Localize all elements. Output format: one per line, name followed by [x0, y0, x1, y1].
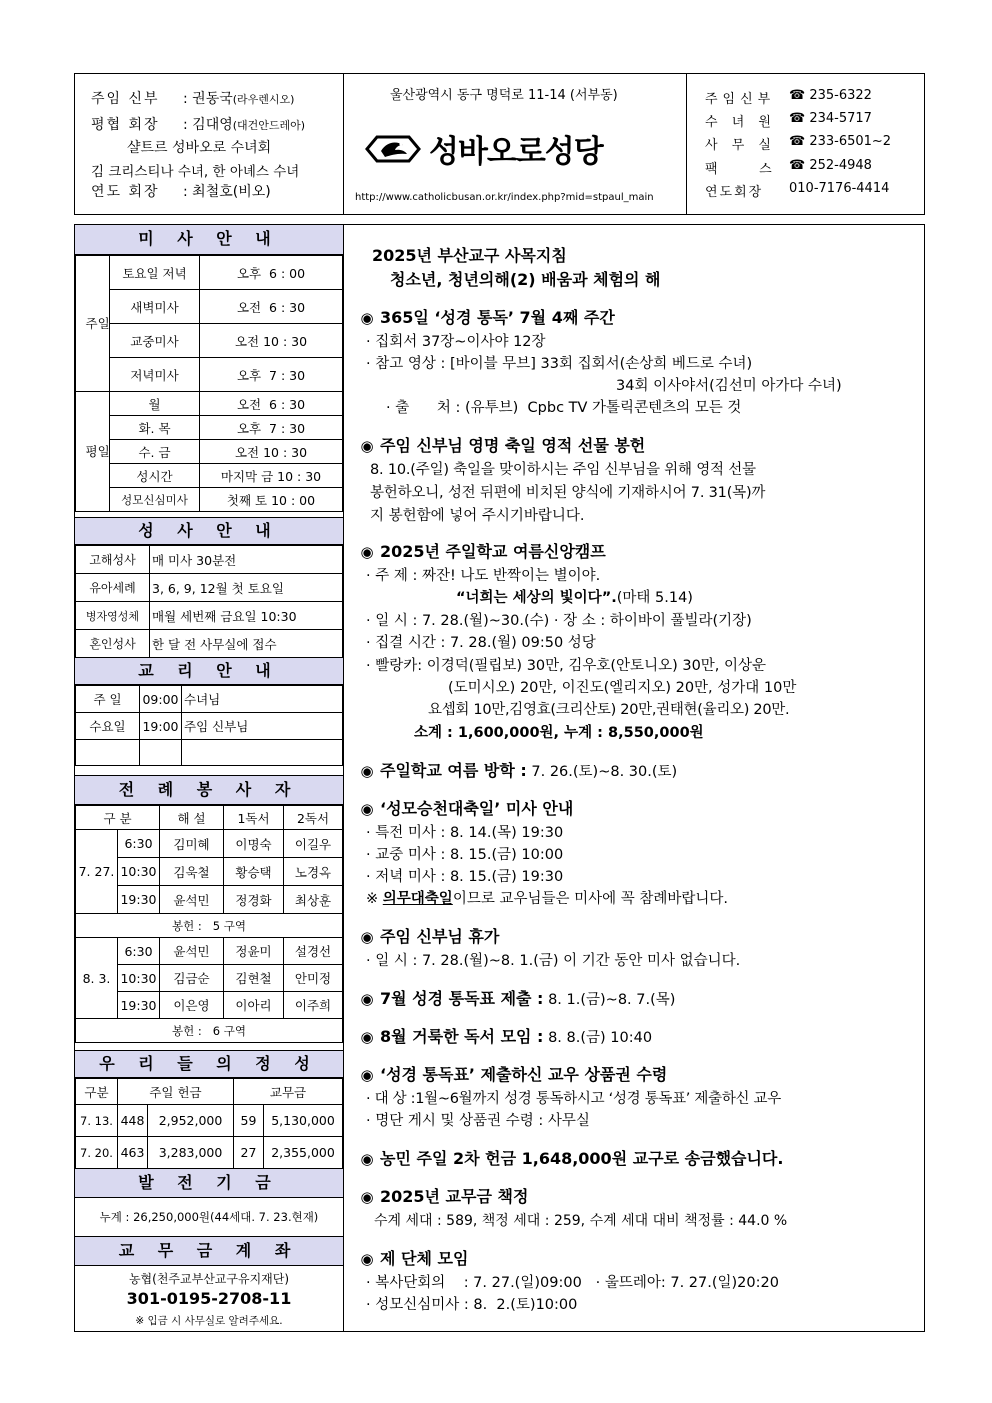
sidebar	[74, 224, 344, 1332]
liturgy-head: 해 설	[160, 806, 224, 830]
header-contacts-panel	[686, 73, 925, 215]
summer-camp-total: 소계 : 1,600,000원, 누계 : 8,550,000원	[414, 725, 704, 741]
assumption-main-mass: · 교중 미사 : 8. 15.(금) 10:00	[366, 847, 564, 863]
reader-2: 이길우	[284, 830, 343, 858]
feast-gift-text-2: 봉헌하오니, 성전 뒤편에 비치된 양식에 기재하시어 7. 31(목)까	[370, 485, 766, 501]
liturgy-time: 10:30	[118, 965, 160, 992]
funeral-president-line: 연도 회장 : 최철호(비오)	[91, 184, 271, 200]
dues-count: 27	[234, 1137, 264, 1169]
offering-head: 구분	[76, 1079, 118, 1105]
group-meetings-line-2: · 성모신심미사 : 8. 2.(토)10:00	[366, 1297, 578, 1313]
reader-2: 최상훈	[284, 886, 343, 914]
assumption-evening-mass: · 저녁 미사 : 8. 15.(금) 19:30	[366, 869, 564, 885]
liturgy-time: 6:30	[118, 830, 160, 858]
header-left-panel	[74, 73, 344, 215]
sacrament-table	[75, 545, 343, 658]
offering-title: 우 리 들 의 정 성	[75, 1050, 343, 1078]
church-url[interactable]: http://www.catholicbusan.or.kr/index.php?mid=stpaul_main	[355, 192, 654, 203]
mass-name: 저녁미사	[110, 358, 200, 392]
group-meetings-line-1: · 복사단회의 : 7. 27.(일)09:00 · 울뜨레아: 7. 27.(일)20:20	[366, 1275, 779, 1291]
liturgy-head: 2독서	[284, 806, 343, 830]
doctrine-info-title: 교 리 안 내	[75, 657, 343, 685]
mass-time: 오전 10 : 30	[200, 440, 343, 464]
sisters-names-line: 김 크리스티나 수녀, 한 아녜스 수녀	[91, 164, 300, 180]
summer-camp-donors-1: · 빨랑카: 이경덕(필립보) 30만, 김우호(안토니오) 30만, 이상운	[366, 658, 767, 674]
commentator: 김미혜	[160, 830, 224, 858]
reader-1: 정윤미	[224, 938, 284, 965]
mass-time: 오후 7 : 30	[200, 358, 343, 392]
group-meetings-heading: ◉ 제 단체 모임	[360, 1249, 469, 1268]
council-president-line: 평협 회장 : 김대영(대건안드레아)	[91, 117, 306, 133]
dove-logo-icon	[363, 131, 423, 167]
commentator: 윤석민	[160, 938, 224, 965]
mass-name: 교중미사	[110, 324, 200, 358]
summer-camp-theme: · 주 제 : 짜잔! 나도 반짝이는 별이야.	[366, 568, 601, 584]
doctrine-day: 주 일	[76, 686, 140, 713]
doctrine-time: 09:00	[140, 686, 182, 713]
summer-break-line: ◉ 주일학교 여름 방학 : 7. 26.(토)~8. 30.(토)	[360, 761, 678, 780]
reader-2: 설경선	[284, 938, 343, 965]
announcements-panel	[343, 224, 925, 1332]
liturgy-head: 1독서	[224, 806, 284, 830]
dues-amount: 2,355,000	[264, 1137, 343, 1169]
commentator: 이은영	[160, 992, 224, 1019]
sacrament-detail: 한 달 전 사무실에 접수	[150, 630, 343, 658]
assumption-obligation-note: ※ 의무대축일이므로 교우님들은 미사에 꼭 참례바랍니다.	[366, 891, 728, 907]
offering-head: 교무금	[234, 1079, 343, 1105]
reader-1: 김현철	[224, 965, 284, 992]
dues-count: 59	[234, 1105, 264, 1137]
offering-date: 7. 13.	[76, 1105, 118, 1137]
sunday-count: 448	[118, 1105, 148, 1137]
liturgy-time: 10:30	[118, 858, 160, 886]
feast-gift-text-1: 8. 10.(주일) 축일을 맞이하시는 주임 신부님을 위해 영적 선물	[370, 462, 756, 478]
feast-gift-heading: ◉ 주임 신부님 영명 축일 영적 선물 봉헌	[360, 436, 646, 455]
dues-assessment-heading: ◉ 2025년 교무금 책정	[360, 1187, 529, 1206]
gift-voucher-pickup: · 명단 게시 및 상품권 수령 : 사무실	[366, 1113, 590, 1129]
pastor-vacation-dates: · 일 시 : 7. 28.(월)~8. 1.(금) 이 기간 동안 미사 없습니다.	[366, 953, 741, 969]
liturgy-time: 6:30	[118, 938, 160, 965]
liturgy-date: 8. 3.	[76, 938, 118, 1019]
weekday-label: 평일	[76, 392, 110, 512]
pastoral-guideline-subtitle: 청소년, 청년의해(2) 배움과 체험의 해	[390, 270, 661, 289]
mass-time: 오전 10 : 30	[200, 324, 343, 358]
reader-2: 이주희	[284, 992, 343, 1019]
liturgy-servers-table	[75, 805, 343, 1043]
commentator: 김욱철	[160, 858, 224, 886]
bible-reading-source: · 출 처 : (유투브) Cpbc TV 가톨릭콘텐츠의 모든 것	[386, 400, 742, 416]
pastor-line: 주임 신부 : 권동국(라우렌시오)	[91, 91, 295, 107]
sunday-label: 주일	[76, 256, 110, 392]
church-address: 울산광역시 동구 명덕로 11-14 (서부동)	[390, 88, 618, 103]
account-bank: 농협(천주교부산교구유지재단)	[128, 1272, 290, 1286]
reading-form-submit-line: ◉ 7월 성경 통독표 제출 : 8. 1.(금)~8. 7.(목)	[360, 989, 676, 1008]
bible-reading-heading: ◉ 365일 ‘성경 통독’ 7월 4째 주간	[360, 308, 615, 327]
commentator: 김금순	[160, 965, 224, 992]
mass-time: 첫째 토 10 : 00	[200, 488, 343, 512]
liturgy-time: 19:30	[118, 886, 160, 914]
sisters-order-line: 샬트르 성바오로 수녀회	[127, 140, 272, 156]
doctrine-empty	[140, 740, 182, 766]
sacrament-detail: 매 미사 30분전	[150, 546, 343, 574]
sacrament-info-title: 성 사 안 내	[75, 517, 343, 545]
bible-reading-video: · 참고 영상 : [바이블 무브] 33회 집회서(손상희 베드로 수녀)	[366, 356, 753, 372]
reader-2: 노경옥	[284, 858, 343, 886]
gift-voucher-heading: ◉ ‘성경 통독표’ 제출하신 교우 상품권 수령	[360, 1065, 668, 1084]
liturgy-head: 구 분	[76, 806, 160, 830]
mass-time: 마지막 금 10 : 30	[200, 464, 343, 488]
church-name: 성바오로성당	[429, 134, 603, 170]
summer-camp-date-place: · 일 시 : 7. 28.(월)~30.(수) · 장 소 : 하이바이 풀빌라(기장)	[366, 613, 752, 629]
pastor-vacation-heading: ◉ 주임 신부님 휴가	[360, 927, 500, 946]
lectio-meeting-line: ◉ 8월 거룩한 독서 모임 : 8. 8.(금) 10:40	[360, 1027, 653, 1046]
doctrine-table	[75, 685, 343, 766]
reader-1: 이명숙	[224, 830, 284, 858]
account-note: ※ 입금 시 사무실로 알려주세요.	[135, 1315, 283, 1327]
reader-1: 정경화	[224, 886, 284, 914]
summer-camp-verse: “너희는 세상의 빛이다”.(마태 5.14)	[456, 590, 693, 606]
header-center-panel	[343, 73, 687, 215]
farmers-collection-line: ◉ 농민 주일 2차 헌금 1,648,000원 교구로 송금했습니다.	[360, 1149, 784, 1168]
sacrament-name: 병자영성체	[76, 602, 150, 630]
assumption-vigil-mass: · 특전 미사 : 8. 14.(목) 19:30	[366, 825, 564, 841]
liturgy-servers-title: 전 례 봉 사 자	[75, 775, 343, 805]
sacrament-name: 유아세례	[76, 574, 150, 602]
mass-name: 월	[110, 392, 200, 416]
mass-time: 오전 6 : 30	[200, 290, 343, 324]
gift-voucher-target: · 대 상 :1월~6월까지 성경 통독하시고 ‘성경 통독표’ 제출하신 교우	[366, 1091, 781, 1107]
liturgy-date: 7. 27.	[76, 830, 118, 914]
summer-camp-donors-3: 요셉회 10만,김영효(크리산토) 20만,권태현(율리오) 20만.	[428, 702, 790, 718]
offering-table	[75, 1078, 343, 1169]
assumption-mass-heading: ◉ ‘성모승천대축일’ 미사 안내	[360, 799, 574, 818]
commentator: 윤석민	[160, 886, 224, 914]
bible-reading-range: · 집회서 37장~이사야 12장	[366, 334, 546, 350]
doctrine-empty	[76, 740, 140, 766]
sacrament-name: 고해성사	[76, 546, 150, 574]
feast-gift-text-3: 지 봉헌함에 넣어 주시기바랍니다.	[370, 508, 585, 524]
offering-district: 봉헌 : 6 구역	[76, 1019, 343, 1043]
mass-time: 오후 6 : 00	[200, 256, 343, 290]
reader-1: 이아리	[224, 992, 284, 1019]
mass-info-title: 미 사 안 내	[75, 225, 343, 255]
mass-name: 성시간	[110, 464, 200, 488]
mass-name: 수. 금	[110, 440, 200, 464]
doctrine-empty	[182, 740, 343, 766]
mass-schedule-table	[75, 255, 343, 512]
mass-time: 오전 6 : 30	[200, 392, 343, 416]
sunday-amount: 2,952,000	[148, 1105, 234, 1137]
pastoral-guideline-title: 2025년 부산교구 사목지침	[372, 246, 567, 265]
dues-account-title: 교 무 금 계 좌	[75, 1236, 343, 1266]
offering-head: 주일 헌금	[118, 1079, 234, 1105]
sacrament-name: 혼인성사	[76, 630, 150, 658]
reader-2: 안미정	[284, 965, 343, 992]
contact-office: 사 무 실 ☎ 233-6501~2	[705, 134, 892, 153]
contact-pastor: 주임신부 ☎ 235-6322	[705, 88, 872, 107]
sacrament-detail: 3, 6, 9, 12월 첫 토요일	[150, 574, 343, 602]
bible-reading-video-2: 34회 이사야서(김선미 아가다 수녀)	[616, 378, 842, 394]
church-logo	[363, 126, 603, 171]
mass-name: 화. 목	[110, 416, 200, 440]
doctrine-time: 19:00	[140, 713, 182, 740]
dues-amount: 5,130,000	[264, 1105, 343, 1137]
mass-name: 토요일 저녁	[110, 256, 200, 290]
sacrament-detail: 매월 세번째 금요일 10:30	[150, 602, 343, 630]
offering-district: 봉헌 : 5 구역	[76, 914, 343, 938]
doctrine-teacher: 수녀님	[182, 686, 343, 713]
doctrine-teacher: 주임 신부님	[182, 713, 343, 740]
contact-convent: 수 녀 원 ☎ 234-5717	[705, 111, 872, 130]
mass-name: 성모신심미사	[110, 488, 200, 512]
development-fund-title: 발 전 기 금	[75, 1168, 343, 1198]
summer-camp-heading: ◉ 2025년 주일학교 여름신앙캠프	[360, 542, 606, 561]
development-fund-total: 누계 : 26,250,000원(44세대. 7. 23.현재)	[99, 1210, 319, 1224]
liturgy-time: 19:30	[118, 992, 160, 1019]
doctrine-day: 수요일	[76, 713, 140, 740]
contact-funeral: 연도회장 010-7176-4414	[705, 181, 890, 200]
offering-date: 7. 20.	[76, 1137, 118, 1169]
sunday-count: 463	[118, 1137, 148, 1169]
summer-camp-gathering: · 집결 시간 : 7. 28.(월) 09:50 성당	[366, 635, 596, 651]
dues-assessment-stats: 수계 세대 : 589, 책정 세대 : 259, 수계 세대 대비 책정률 : 44.0 %	[374, 1213, 788, 1229]
contact-fax: 팩 스 ☎ 252-4948	[705, 158, 872, 177]
reader-1: 황승택	[224, 858, 284, 886]
sunday-amount: 3,283,000	[148, 1137, 234, 1169]
summer-camp-donors-2: (도미시오) 20만, 이진도(엘리지오) 20만, 성가대 10만	[448, 680, 797, 696]
mass-time: 오후 7 : 30	[200, 416, 343, 440]
account-number: 301-0195-2708-11	[126, 1289, 292, 1308]
mass-name: 새벽미사	[110, 290, 200, 324]
